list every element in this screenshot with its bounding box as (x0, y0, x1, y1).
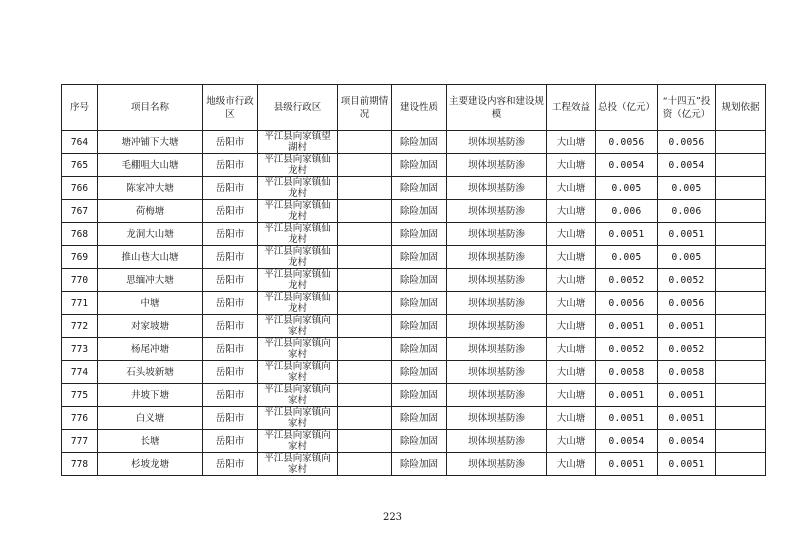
cell-total-investment: 0.0051 (596, 453, 658, 476)
cell-prelim (338, 269, 392, 292)
cell-county: 平江县向家镇仙龙村 (258, 292, 338, 315)
cell-basis (716, 361, 766, 384)
cell-nature: 除险加固 (392, 407, 447, 430)
cell-seq: 774 (62, 361, 98, 384)
cell-fyp-investment: 0.0054 (658, 154, 716, 177)
cell-county: 平江县向家镇仙龙村 (258, 200, 338, 223)
cell-project-name: 陈家冲大塘 (98, 177, 203, 200)
cell-basis (716, 131, 766, 154)
cell-benefit: 大山塘 (547, 177, 596, 200)
cell-content: 坝体坝基防渗 (447, 177, 547, 200)
cell-basis (716, 430, 766, 453)
page-number: 223 (382, 512, 403, 523)
cell-project-name: 石头坡新塘 (98, 361, 203, 384)
header-prelim: 项目前期情况 (338, 85, 392, 131)
cell-project-name: 思缅冲大塘 (98, 269, 203, 292)
cell-county: 平江县向家镇向家村 (258, 315, 338, 338)
cell-seq: 772 (62, 315, 98, 338)
header-benefit: 工程效益 (547, 85, 596, 131)
table-row (62, 131, 766, 154)
cell-fyp-investment: 0.0054 (658, 430, 716, 453)
cell-project-name: 杉坡龙塘 (98, 453, 203, 476)
cell-project-name: 塘冲铺下大塘 (98, 131, 203, 154)
cell-content: 坝体坝基防渗 (447, 292, 547, 315)
cell-nature: 除险加固 (392, 384, 447, 407)
cell-prelim (338, 384, 392, 407)
cell-fyp-investment: 0.005 (658, 246, 716, 269)
cell-city: 岳阳市 (203, 200, 258, 223)
table-row (62, 223, 766, 246)
cell-basis (716, 269, 766, 292)
cell-total-investment: 0.0051 (596, 407, 658, 430)
cell-content: 坝体坝基防渗 (447, 453, 547, 476)
cell-nature: 除险加固 (392, 131, 447, 154)
cell-benefit: 大山塘 (547, 361, 596, 384)
cell-content: 坝体坝基防渗 (447, 131, 547, 154)
cell-total-investment: 0.0054 (596, 430, 658, 453)
cell-project-name: 长塘 (98, 430, 203, 453)
cell-seq: 769 (62, 246, 98, 269)
cell-benefit: 大山塘 (547, 131, 596, 154)
cell-city: 岳阳市 (203, 269, 258, 292)
cell-nature: 除险加固 (392, 246, 447, 269)
cell-total-investment: 0.006 (596, 200, 658, 223)
table-row (62, 315, 766, 338)
cell-county: 平江县向家镇向家村 (258, 453, 338, 476)
cell-content: 坝体坝基防渗 (447, 407, 547, 430)
cell-seq: 770 (62, 269, 98, 292)
cell-prelim (338, 315, 392, 338)
cell-fyp-investment: 0.0051 (658, 407, 716, 430)
cell-total-investment: 0.0051 (596, 315, 658, 338)
cell-city: 岳阳市 (203, 315, 258, 338)
cell-project-name: 井坡下塘 (98, 384, 203, 407)
cell-content: 坝体坝基防渗 (447, 315, 547, 338)
cell-basis (716, 154, 766, 177)
cell-prelim (338, 453, 392, 476)
cell-seq: 776 (62, 407, 98, 430)
cell-project-name: 荷梅塘 (98, 200, 203, 223)
cell-nature: 除险加固 (392, 269, 447, 292)
cell-nature: 除险加固 (392, 361, 447, 384)
cell-nature: 除险加固 (392, 200, 447, 223)
cell-seq: 765 (62, 154, 98, 177)
cell-benefit: 大山塘 (547, 292, 596, 315)
cell-county: 平江县向家镇向家村 (258, 361, 338, 384)
cell-city: 岳阳市 (203, 292, 258, 315)
cell-content: 坝体坝基防渗 (447, 430, 547, 453)
cell-fyp-investment: 0.0052 (658, 338, 716, 361)
table-row (62, 177, 766, 200)
cell-fyp-investment: 0.0056 (658, 131, 716, 154)
cell-total-investment: 0.0051 (596, 223, 658, 246)
cell-basis (716, 315, 766, 338)
cell-prelim (338, 430, 392, 453)
cell-city: 岳阳市 (203, 223, 258, 246)
cell-total-investment: 0.005 (596, 177, 658, 200)
cell-content: 坝体坝基防渗 (447, 200, 547, 223)
cell-nature: 除险加固 (392, 338, 447, 361)
cell-seq: 778 (62, 453, 98, 476)
cell-fyp-investment: 0.005 (658, 177, 716, 200)
cell-prelim (338, 177, 392, 200)
cell-prelim (338, 200, 392, 223)
cell-nature: 除险加固 (392, 315, 447, 338)
cell-county: 平江县向家镇向家村 (258, 338, 338, 361)
cell-content: 坝体坝基防渗 (447, 361, 547, 384)
table-row (62, 453, 766, 476)
table-row (62, 292, 766, 315)
cell-benefit: 大山塘 (547, 407, 596, 430)
cell-total-investment: 0.0056 (596, 131, 658, 154)
cell-city: 岳阳市 (203, 246, 258, 269)
cell-fyp-investment: 0.0051 (658, 384, 716, 407)
header-content: 主要建设内容和建设规模 (447, 85, 547, 131)
cell-prelim (338, 407, 392, 430)
header-fyp-investment: “十四五”投资（亿元） (658, 85, 716, 131)
cell-content: 坝体坝基防渗 (447, 384, 547, 407)
cell-content: 坝体坝基防渗 (447, 223, 547, 246)
cell-prelim (338, 292, 392, 315)
cell-city: 岳阳市 (203, 407, 258, 430)
cell-benefit: 大山塘 (547, 315, 596, 338)
cell-seq: 777 (62, 430, 98, 453)
table-body (62, 131, 766, 476)
cell-basis (716, 177, 766, 200)
cell-project-name: 中塘 (98, 292, 203, 315)
cell-benefit: 大山塘 (547, 384, 596, 407)
cell-nature: 除险加固 (392, 223, 447, 246)
table-row (62, 430, 766, 453)
cell-total-investment: 0.0056 (596, 292, 658, 315)
cell-fyp-investment: 0.0058 (658, 361, 716, 384)
cell-total-investment: 0.0052 (596, 269, 658, 292)
cell-prelim (338, 131, 392, 154)
cell-city: 岳阳市 (203, 154, 258, 177)
table-row (62, 338, 766, 361)
table-row (62, 361, 766, 384)
cell-prelim (338, 361, 392, 384)
cell-total-investment: 0.0058 (596, 361, 658, 384)
header-city: 地级市行政区 (203, 85, 258, 131)
cell-benefit: 大山塘 (547, 338, 596, 361)
cell-county: 平江县向家镇向家村 (258, 430, 338, 453)
cell-city: 岳阳市 (203, 361, 258, 384)
cell-project-name: 白义塘 (98, 407, 203, 430)
cell-benefit: 大山塘 (547, 269, 596, 292)
cell-prelim (338, 338, 392, 361)
cell-content: 坝体坝基防渗 (447, 154, 547, 177)
cell-project-name: 毛棚咀大山塘 (98, 154, 203, 177)
cell-content: 坝体坝基防渗 (447, 269, 547, 292)
cell-basis (716, 453, 766, 476)
cell-content: 坝体坝基防渗 (447, 246, 547, 269)
cell-nature: 除险加固 (392, 292, 447, 315)
cell-city: 岳阳市 (203, 338, 258, 361)
table-header-row (62, 85, 766, 131)
cell-benefit: 大山塘 (547, 246, 596, 269)
cell-basis (716, 292, 766, 315)
cell-benefit: 大山塘 (547, 430, 596, 453)
header-seq: 序号 (62, 85, 98, 131)
cell-fyp-investment: 0.0052 (658, 269, 716, 292)
cell-seq: 775 (62, 384, 98, 407)
cell-county: 平江县向家镇仙龙村 (258, 154, 338, 177)
table-row (62, 269, 766, 292)
cell-county: 平江县向家镇向家村 (258, 407, 338, 430)
cell-seq: 764 (62, 131, 98, 154)
cell-benefit: 大山塘 (547, 200, 596, 223)
cell-total-investment: 0.005 (596, 246, 658, 269)
cell-county: 平江县向家镇仙龙村 (258, 246, 338, 269)
table-row (62, 407, 766, 430)
cell-city: 岳阳市 (203, 453, 258, 476)
cell-total-investment: 0.0054 (596, 154, 658, 177)
cell-project-name: 推山巷大山塘 (98, 246, 203, 269)
cell-basis (716, 407, 766, 430)
cell-fyp-investment: 0.0056 (658, 292, 716, 315)
cell-city: 岳阳市 (203, 177, 258, 200)
cell-benefit: 大山塘 (547, 453, 596, 476)
header-project-name: 项目名称 (98, 85, 203, 131)
cell-basis (716, 246, 766, 269)
cell-prelim (338, 223, 392, 246)
table-row (62, 154, 766, 177)
cell-fyp-investment: 0.0051 (658, 223, 716, 246)
cell-benefit: 大山塘 (547, 223, 596, 246)
table-row (62, 384, 766, 407)
cell-county: 平江县向家镇仙龙村 (258, 269, 338, 292)
cell-seq: 773 (62, 338, 98, 361)
cell-benefit: 大山塘 (547, 154, 596, 177)
header-county: 县级行政区 (258, 85, 338, 131)
cell-city: 岳阳市 (203, 131, 258, 154)
cell-basis (716, 338, 766, 361)
cell-nature: 除险加固 (392, 453, 447, 476)
cell-fyp-investment: 0.0051 (658, 453, 716, 476)
cell-fyp-investment: 0.006 (658, 200, 716, 223)
cell-content: 坝体坝基防渗 (447, 338, 547, 361)
cell-county: 平江县向家镇仙龙村 (258, 223, 338, 246)
cell-seq: 767 (62, 200, 98, 223)
cell-nature: 除险加固 (392, 154, 447, 177)
cell-seq: 771 (62, 292, 98, 315)
cell-basis (716, 384, 766, 407)
cell-fyp-investment: 0.0051 (658, 315, 716, 338)
cell-county: 平江县向家镇望湖村 (258, 131, 338, 154)
cell-county: 平江县向家镇仙龙村 (258, 177, 338, 200)
cell-nature: 除险加固 (392, 177, 447, 200)
table-row (62, 246, 766, 269)
cell-seq: 766 (62, 177, 98, 200)
cell-county: 平江县向家镇向家村 (258, 384, 338, 407)
header-nature: 建设性质 (392, 85, 447, 131)
cell-total-investment: 0.0052 (596, 338, 658, 361)
table-row (62, 200, 766, 223)
cell-city: 岳阳市 (203, 384, 258, 407)
cell-prelim (338, 154, 392, 177)
cell-seq: 768 (62, 223, 98, 246)
cell-project-name: 杨尾冲塘 (98, 338, 203, 361)
cell-project-name: 对家坡塘 (98, 315, 203, 338)
cell-basis (716, 200, 766, 223)
project-table (61, 84, 766, 476)
cell-city: 岳阳市 (203, 430, 258, 453)
cell-prelim (338, 246, 392, 269)
cell-nature: 除险加固 (392, 430, 447, 453)
cell-basis (716, 223, 766, 246)
header-total-investment: 总投（亿元） (596, 85, 658, 131)
cell-project-name: 龙洞大山塘 (98, 223, 203, 246)
cell-total-investment: 0.0051 (596, 384, 658, 407)
header-basis: 规划依据 (716, 85, 766, 131)
